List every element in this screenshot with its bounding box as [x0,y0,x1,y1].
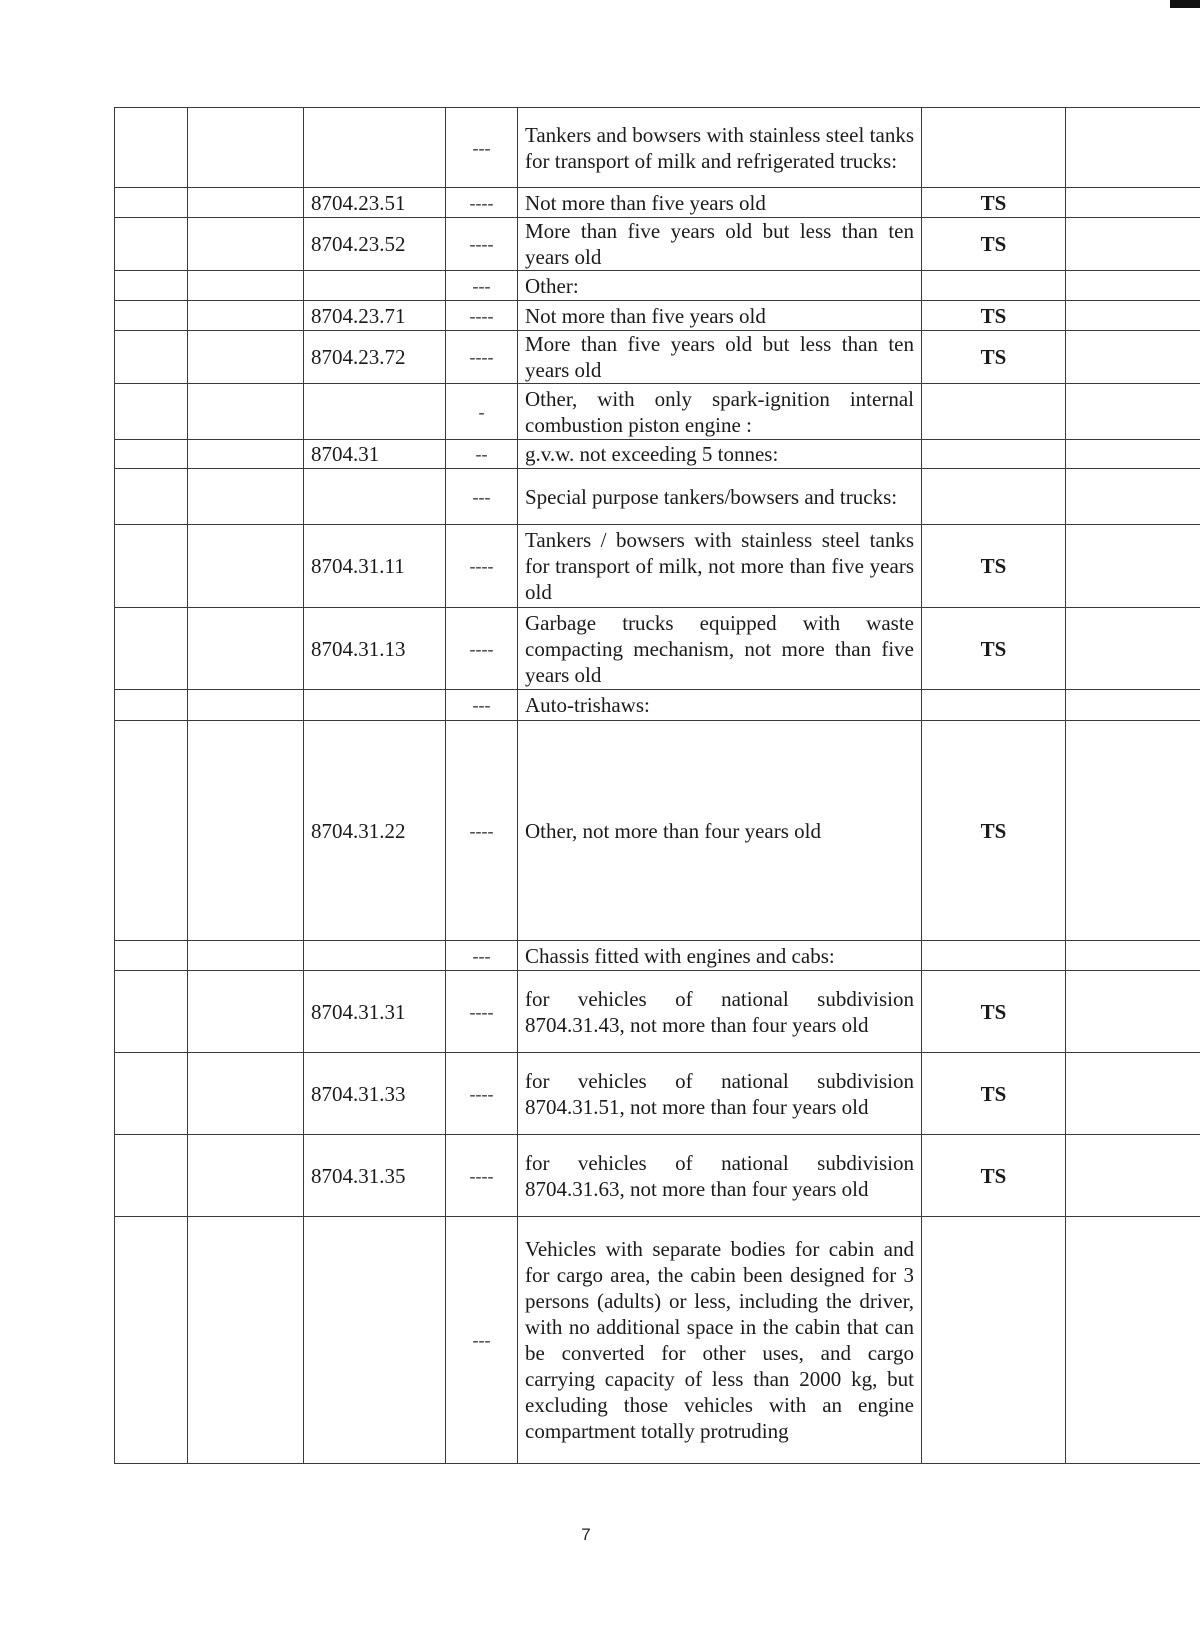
table-row [115,218,1200,271]
blank-cell [188,440,304,469]
blank-cell [1066,690,1200,721]
requirement-cell: TS [922,608,1066,690]
level-dash-cell: --- [446,469,518,525]
level-dash-cell: --- [446,1217,518,1464]
blank-cell [115,721,188,941]
blank-cell [1066,721,1200,941]
blank-cell [188,1217,304,1464]
blank-cell [188,188,304,218]
level-dash-cell: --- [446,941,518,971]
level-dash-cell: --- [446,108,518,188]
hs-code-cell: 8704.31.31 [304,971,446,1053]
blank-cell [115,1135,188,1217]
blank-cell [1066,469,1200,525]
requirement-cell [922,1217,1066,1464]
requirement-cell [922,384,1066,440]
blank-cell [188,690,304,721]
hs-code-cell: 8704.23.71 [304,301,446,331]
blank-cell [115,331,188,384]
hs-code-cell [304,384,446,440]
hs-code-cell: 8704.31.33 [304,1053,446,1135]
hs-code-cell [304,1217,446,1464]
requirement-cell: TS [922,1053,1066,1135]
description-cell: Tankers / bowsers with stainless steel tanks for transport of milk, not more than five years old [518,525,922,608]
blank-cell [188,218,304,271]
tariff-table [114,107,1200,1464]
requirement-cell: TS [922,525,1066,608]
hs-code-cell: 8704.23.52 [304,218,446,271]
description-cell: More than five years old but less than ten years old [518,218,922,271]
description-cell: Other: [518,271,922,301]
hs-code-cell: 8704.31.35 [304,1135,446,1217]
table-row [115,608,1200,690]
description-cell: Auto-trishaws: [518,690,922,721]
blank-cell [188,525,304,608]
hs-code-cell: 8704.31.11 [304,525,446,608]
requirement-cell [922,108,1066,188]
table-row [115,971,1200,1053]
level-dash-cell: ---- [446,1053,518,1135]
blank-cell [1066,525,1200,608]
table-row [115,1135,1200,1217]
table-row [115,469,1200,525]
table-row [115,188,1200,218]
requirement-cell: TS [922,971,1066,1053]
level-dash-cell: - [446,384,518,440]
blank-cell [115,1217,188,1464]
blank-cell [1066,971,1200,1053]
table-row [115,271,1200,301]
description-cell: Special purpose tankers/bowsers and trucks: [518,469,922,525]
blank-cell [188,1053,304,1135]
blank-cell [115,301,188,331]
requirement-cell: TS [922,218,1066,271]
hs-code-cell [304,469,446,525]
blank-cell [115,525,188,608]
blank-cell [188,608,304,690]
description-cell: Not more than five years old [518,301,922,331]
description-cell: Other, not more than four years old [518,721,922,941]
hs-code-cell [304,271,446,301]
blank-cell [115,690,188,721]
requirement-cell: TS [922,188,1066,218]
level-dash-cell: -- [446,440,518,469]
table-row [115,1053,1200,1135]
blank-cell [1066,301,1200,331]
table-row [115,690,1200,721]
requirement-cell [922,271,1066,301]
description-cell: g.v.w. not exceeding 5 tonnes: [518,440,922,469]
table-row [115,941,1200,971]
requirement-cell [922,941,1066,971]
blank-cell [1066,384,1200,440]
table-row [115,721,1200,941]
blank-cell [1066,1217,1200,1464]
level-dash-cell: ---- [446,1135,518,1217]
level-dash-cell: --- [446,690,518,721]
blank-cell [188,469,304,525]
blank-cell [1066,271,1200,301]
blank-cell [115,941,188,971]
requirement-cell: TS [922,721,1066,941]
level-dash-cell: ---- [446,331,518,384]
level-dash-cell: ---- [446,721,518,941]
blank-cell [188,941,304,971]
level-dash-cell: ---- [446,608,518,690]
level-dash-cell: ---- [446,188,518,218]
blank-cell [1066,188,1200,218]
hs-code-cell: 8704.31.22 [304,721,446,941]
hs-code-cell: 8704.31.13 [304,608,446,690]
requirement-cell: TS [922,331,1066,384]
description-cell: Vehicles with separate bodies for cabin and for cargo area, the cabin been designed for 3 persons (adults) or less, including the driver, with no additional space in the cabin that can be converted for other uses, and cargo carrying capacity of less than 2000 kg, but excluding those vehicles with an engine compartment totally protruding [518,1217,922,1464]
blank-cell [115,188,188,218]
blank-cell [115,608,188,690]
table-row [115,301,1200,331]
blank-cell [1066,331,1200,384]
description-cell: Chassis fitted with engines and cabs: [518,941,922,971]
table-row [115,384,1200,440]
blank-cell [188,971,304,1053]
description-cell: Not more than five years old [518,188,922,218]
description-cell: for vehicles of national subdivision 8704.31.51, not more than four years old [518,1053,922,1135]
hs-code-cell [304,941,446,971]
level-dash-cell: ---- [446,971,518,1053]
table-row [115,440,1200,469]
blank-cell [188,384,304,440]
requirement-cell [922,690,1066,721]
blank-cell [1066,608,1200,690]
blank-cell [115,1053,188,1135]
blank-cell [1066,440,1200,469]
requirement-cell: TS [922,301,1066,331]
blank-cell [115,440,188,469]
blank-cell [115,218,188,271]
blank-cell [188,331,304,384]
level-dash-cell: ---- [446,301,518,331]
description-cell: Tankers and bowsers with stainless steel tanks for transport of milk and refrigerated trucks: [518,108,922,188]
blank-cell [188,301,304,331]
blank-cell [115,271,188,301]
blank-cell [115,971,188,1053]
requirement-cell [922,440,1066,469]
table-row [115,331,1200,384]
blank-cell [188,108,304,188]
blank-cell [188,721,304,941]
blank-cell [1066,941,1200,971]
level-dash-cell: ---- [446,218,518,271]
table-row [115,108,1200,188]
table-row [115,1217,1200,1464]
blank-cell [1066,1053,1200,1135]
blank-cell [1066,1135,1200,1217]
table-row [115,525,1200,608]
description-cell: More than five years old but less than ten years old [518,331,922,384]
tariff-table-body [115,108,1200,1464]
requirement-cell: TS [922,1135,1066,1217]
blank-cell [1066,108,1200,188]
blank-cell [115,469,188,525]
blank-cell [115,108,188,188]
scan-corner-mark [1170,0,1200,8]
blank-cell [188,1135,304,1217]
page-number: 7 [581,1525,591,1544]
blank-cell [115,384,188,440]
description-cell: Garbage trucks equipped with waste compacting mechanism, not more than five years old [518,608,922,690]
description-cell: Other, with only spark-ignition internal combustion piston engine : [518,384,922,440]
description-cell: for vehicles of national subdivision 8704.31.63, not more than four years old [518,1135,922,1217]
description-cell: for vehicles of national subdivision 8704.31.43, not more than four years old [518,971,922,1053]
blank-cell [1066,218,1200,271]
hs-code-cell: 8704.23.51 [304,188,446,218]
blank-cell [188,271,304,301]
hs-code-cell [304,108,446,188]
level-dash-cell: --- [446,271,518,301]
requirement-cell [922,469,1066,525]
hs-code-cell: 8704.23.72 [304,331,446,384]
hs-code-cell: 8704.31 [304,440,446,469]
hs-code-cell [304,690,446,721]
level-dash-cell: ---- [446,525,518,608]
